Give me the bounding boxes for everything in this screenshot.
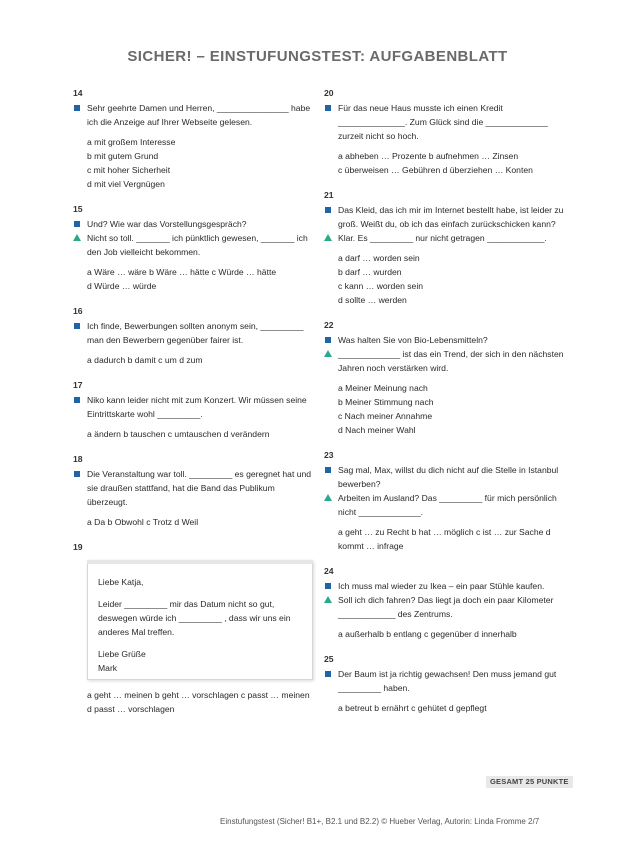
answer-option-row: d Nach meiner Wahl: [338, 425, 416, 435]
question-line: [324, 101, 564, 143]
task-25: [324, 652, 564, 715]
line-text: Arbeiten im Ausland? Das _________ für mich persönlich nicht _____________.: [338, 493, 557, 517]
answer-options: [73, 427, 313, 441]
line-text: Der Baum ist ja richtig gewachsen! Den muss jemand gut _________ haben.: [338, 669, 557, 693]
answer-option-row: c Nach meiner Annahme: [338, 411, 433, 421]
question-line: [73, 101, 313, 129]
letter-signature: Mark: [98, 663, 118, 673]
task-15: [73, 202, 313, 293]
task-number: 16: [73, 306, 83, 316]
task-14: [73, 86, 313, 191]
answer-option-row: a ändern b tauschen c umtauschen d verändern: [87, 429, 270, 439]
answer-option-row: a außerhalb b entlang c gegenüber d innerhalb: [338, 629, 517, 639]
answer-option-row: b darf … wurden: [338, 267, 402, 277]
task-17: [73, 378, 313, 441]
question-line: [73, 319, 313, 347]
answer-option-row: d Würde … würde: [87, 281, 157, 291]
task-number: 25: [324, 654, 334, 664]
line-text: Und? Wie war das Vorstellungsgespräch?: [87, 219, 247, 229]
square-bullet-icon: [74, 221, 80, 227]
answer-options: [324, 701, 564, 715]
task-number: 24: [324, 566, 334, 576]
square-bullet-icon: [74, 323, 80, 329]
answer-option-row: a abheben … Prozente b aufnehmen … Zinsen: [338, 151, 519, 161]
question-line: [73, 393, 313, 421]
square-bullet-icon: [325, 467, 331, 473]
letter-greeting: Liebe Katja,: [98, 577, 144, 587]
answer-line: [324, 347, 564, 375]
line-text: Niko kann leider nicht mit zum Konzert. Wir müssen seine Eintrittskarte wohl _________.: [87, 395, 307, 419]
line-text: Sag mal, Max, willst du dich nicht auf die Stelle in Istanbul bewerben?: [338, 465, 559, 489]
letter-top-edge: [87, 560, 313, 564]
letter-closing-line: Liebe Grüße: [98, 649, 146, 659]
answer-options: [73, 135, 313, 191]
answer-options: a geht … meinen b geht … vorschlagen c passt … meinen d passt … vorschlagen: [87, 690, 310, 714]
task-number: 14: [73, 88, 83, 98]
triangle-bullet-icon: [324, 494, 332, 501]
triangle-bullet-icon: [324, 596, 332, 603]
triangle-bullet-icon: [324, 234, 332, 241]
square-bullet-icon: [74, 471, 80, 477]
task-number: 19: [73, 542, 83, 552]
task-number: 21: [324, 190, 334, 200]
question-line: [324, 667, 564, 695]
answer-option-row: b Meiner Stimmung nach: [338, 397, 434, 407]
square-bullet-icon: [74, 105, 80, 111]
task-number: 20: [324, 88, 334, 98]
line-text: Für das neue Haus musste ich einen Kredit ______________. Zum Glück sind die _____________ zurzeit nicht so hoch.: [338, 103, 548, 141]
line-text: _____________ ist das ein Trend, der sich in den nächsten Jahren noch verstärken wird.: [338, 349, 564, 373]
line-text: Soll ich dich fahren? Das liegt ja doch ein paar Kilometer ____________ des Zentrums.: [338, 595, 554, 619]
task-20: [324, 86, 564, 177]
answer-option-row: d sollte … werden: [338, 295, 407, 305]
answer-line: [324, 593, 564, 621]
answer-options: [73, 265, 313, 293]
question-line: [324, 579, 564, 593]
task-23: [324, 448, 564, 553]
answer-option-row: a mit großem Interesse: [87, 137, 176, 147]
answer-option-row: c kann … worden sein: [338, 281, 424, 291]
line-text: Nicht so toll. _______ ich pünktlich gewesen, _______ ich den Job vielleicht bekommen.: [87, 233, 308, 257]
question-line: [324, 463, 564, 491]
line-text: Die Veranstaltung war toll. _________ es geregnet hat und sie draußen stattfand, hat die Band das Publikum überzeugt.: [87, 469, 312, 507]
square-bullet-icon: [325, 671, 331, 677]
line-text: Was halten Sie von Bio-Lebensmitteln?: [338, 335, 488, 345]
right-column: [324, 86, 564, 726]
task-24: [324, 564, 564, 641]
answer-option-row: a Da b Obwohl c Trotz d Weil: [87, 517, 199, 527]
answer-options: [73, 515, 313, 529]
title-main: EINSTUFUNGSTEST: AUFGABENBLATT: [209, 48, 508, 65]
square-bullet-icon: [325, 583, 331, 589]
question-line: [324, 203, 564, 231]
letter-card: [87, 560, 313, 680]
answer-options: [73, 353, 313, 367]
answer-option-row: b mit gutem Grund: [87, 151, 159, 161]
square-bullet-icon: [74, 397, 80, 403]
triangle-bullet-icon: [324, 350, 332, 357]
answer-options: [324, 627, 564, 641]
task-16: [73, 304, 313, 367]
square-bullet-icon: [325, 207, 331, 213]
answer-option-row: a Wäre … wäre b Wäre … hätte c Würde … hätte: [87, 267, 277, 277]
title-prefix: SICHER! –: [127, 48, 210, 65]
answer-option-row: d mit viel Vergnügen: [87, 179, 165, 189]
answer-option-row: c mit hoher Sicherheit: [87, 165, 171, 175]
triangle-bullet-icon: [73, 234, 81, 241]
task-21: [324, 188, 564, 307]
line-text: Ich finde, Bewerbungen sollten anonym sein, _________ man den Bewerbern gegenüber fairer ist.: [87, 321, 304, 345]
answer-option-row: c überweisen … Gebühren d überziehen … Konten: [338, 165, 533, 175]
total-points-badge: GESAMT 25 PUNKTE: [486, 776, 573, 788]
answer-line: [324, 491, 564, 519]
task-number: 23: [324, 450, 334, 460]
line-text: Ich muss mal wieder zu Ikea – ein paar Stühle kaufen.: [338, 581, 545, 591]
task-number: 18: [73, 454, 83, 464]
line-text: Das Kleid, das ich mir im Internet bestellt habe, ist leider zu groß. Weißt du, ob ich das einfach zurückschicken kann?: [338, 205, 564, 229]
answer-option-row: a geht … zu Recht b hat … möglich c ist … zur Sache d kommt … infrage: [338, 527, 551, 551]
letter-closing: [98, 647, 302, 675]
question-line: [324, 333, 564, 347]
answer-options: [324, 149, 564, 177]
letter-body: Leider _________ mir das Datum nicht so gut, deswegen würde ich _________ , dass wir uns ein anderes Mal treffen.: [98, 599, 291, 637]
task-number: 22: [324, 320, 334, 330]
answer-line: [73, 231, 313, 259]
square-bullet-icon: [325, 337, 331, 343]
question-line: [73, 467, 313, 509]
left-column: [73, 86, 313, 727]
answer-options: [324, 251, 564, 307]
question-line: [73, 217, 313, 231]
answer-line: [324, 231, 564, 245]
answer-option-row: a Meiner Meinung nach: [338, 383, 428, 393]
task-number: 17: [73, 380, 83, 390]
line-text: Klar. Es _________ nur nicht getragen ____________.: [338, 233, 547, 243]
square-bullet-icon: [325, 105, 331, 111]
line-text: Sehr geehrte Damen und Herren, _______________ habe ich die Anzeige auf Ihrer Webseite gelesen.: [87, 103, 311, 127]
task-18: [73, 452, 313, 529]
answer-option-row: a betreut b ernährt c gehütet d gepflegt: [338, 703, 487, 713]
answer-option-row: a darf … worden sein: [338, 253, 420, 263]
answer-options: [324, 525, 564, 553]
task-number: 15: [73, 204, 83, 214]
page-title: [0, 50, 635, 64]
task-19: [73, 540, 313, 716]
answer-options: [324, 381, 564, 437]
page-footer: Einstufungstest (Sicher! B1+, B2.1 und B2.2) © Hueber Verlag, Autorin: Linda Fromme 2/7: [220, 817, 540, 826]
task-22: [324, 318, 564, 437]
answer-option-row: a dadurch b damit c um d zum: [87, 355, 203, 365]
